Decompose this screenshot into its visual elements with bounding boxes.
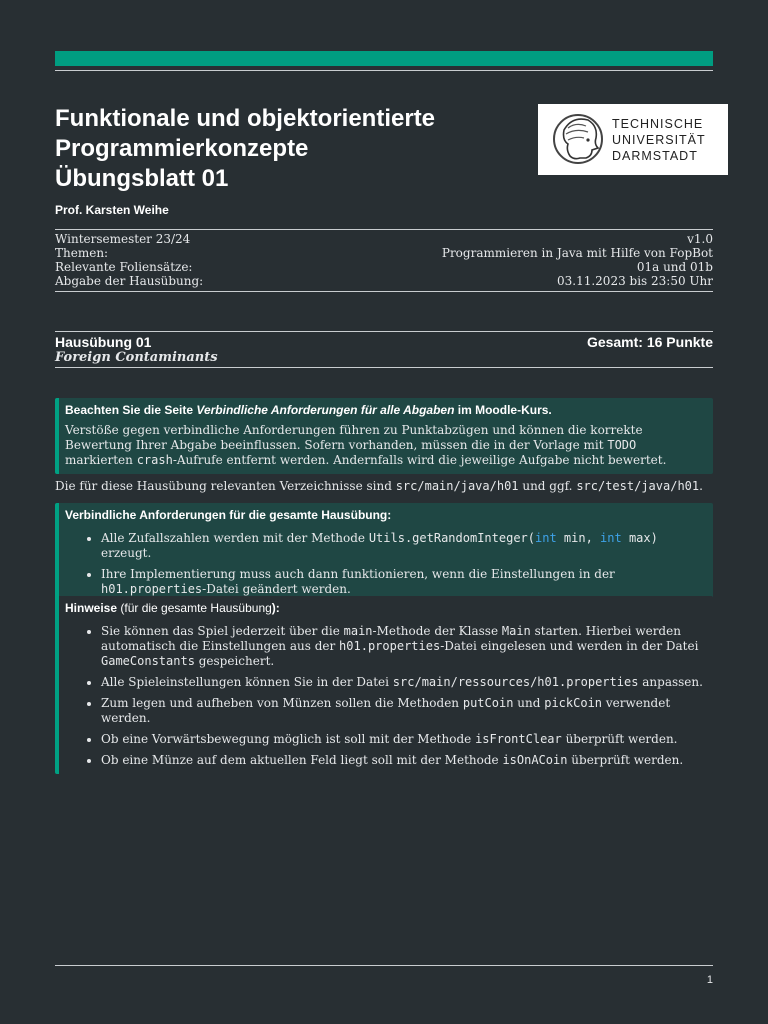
meta-row-topics <box>55 246 713 260</box>
homework-title: Hausübung 01 <box>55 334 152 350</box>
hints-head-normal: (für die gesamte Hausübung <box>117 601 272 615</box>
code-keyword: int <box>600 531 622 545</box>
header-rule <box>55 70 713 71</box>
notice-box <box>55 398 713 474</box>
logo-line-3: DARMSTADT <box>612 149 698 163</box>
notice-text: markierten <box>65 453 137 467</box>
athena-head-icon <box>552 110 606 168</box>
code-class-main: Main <box>501 624 531 638</box>
meta-value: Programmieren in Java mit Hilfe von FopBot <box>441 246 713 260</box>
university-logo <box>538 104 728 175</box>
author: Prof. Karsten Weihe <box>55 203 169 217</box>
list-item <box>101 675 703 690</box>
code-keyword: int <box>535 531 557 545</box>
code-todo: TODO <box>607 438 637 452</box>
code-properties-file: h01.properties <box>101 582 203 596</box>
req-text: Ihre Implementierung muss auch dann funktionieren, wenn die Einstellungen in der <box>101 567 615 581</box>
hint-text: verwendet werden. <box>101 696 671 725</box>
page-number: 1 <box>706 974 713 986</box>
code-part: min, <box>556 531 601 545</box>
logo-text <box>612 116 706 164</box>
hints-head-bold: Hinweise <box>65 601 118 615</box>
meta-value: 03.11.2023 bis 23:50 Uhr <box>557 274 713 288</box>
page-title <box>55 104 525 194</box>
hint-text: anpassen. <box>638 675 703 689</box>
req-text: -Datei geändert werden. <box>202 582 351 596</box>
meta-value: v1.0 <box>687 232 713 246</box>
hints-box <box>55 596 713 774</box>
hint-text: Zum legen und aufheben von Münzen sollen die Methoden <box>101 696 463 710</box>
code-game-constants: GameConstants <box>101 654 195 668</box>
requirements-list <box>65 531 703 597</box>
meta-rule-bottom <box>55 291 713 292</box>
code-path-test: src/test/java/h01 <box>576 479 700 493</box>
notice-head-text: Beachten Sie die Seite <box>65 403 197 417</box>
hint-text: -Datei eingelesen und werden in der Datei <box>440 639 699 653</box>
list-item <box>101 732 703 747</box>
hint-text: Ob eine Vorwärtsbewegung möglich ist soll mit der Methode <box>101 732 476 746</box>
meta-label: Wintersemester 23/24 <box>55 232 191 246</box>
hint-text: und <box>513 696 545 710</box>
code-is-front-clear: isFrontClear <box>475 732 562 746</box>
list-item <box>101 567 703 597</box>
notice-text: -Aufrufe entfernt werden. Andernfalls wird die jeweilige Aufgabe nicht bewertet. <box>172 453 667 467</box>
logo-line-2: UNIVERSITÄT <box>612 133 706 147</box>
req-text: Alle Zufallszahlen werden mit der Methode <box>101 531 369 545</box>
dirs-text: und ggf. <box>518 479 577 493</box>
notice-head-text: im Moodle-Kurs. <box>454 403 552 417</box>
code-properties-path: src/main/ressources/h01.properties <box>392 675 639 689</box>
hint-text: Alle Spieleinstellungen können Sie in der Datei <box>101 675 393 689</box>
hint-text: überprüft werden. <box>561 732 678 746</box>
directories-paragraph <box>55 479 703 494</box>
hint-text: -Methode der Klasse <box>372 624 502 638</box>
notice-body <box>65 423 703 468</box>
hint-text: starten. Hierbei werden automatisch die Einstellungen aus der <box>101 624 681 653</box>
logo-line-1: TECHNISCHE <box>612 117 704 131</box>
title-line-1: Funktionale und objektorientierte <box>55 105 436 132</box>
meta-label: Abgabe der Hausübung: <box>55 274 204 288</box>
hints-head-end: ): <box>271 601 280 615</box>
homework-rule-top <box>55 331 713 332</box>
meta-value: 01a und 01b <box>636 260 713 274</box>
footer-rule <box>55 965 713 966</box>
homework-subtitle: Foreign Contaminants <box>55 350 218 365</box>
meta-row-deadline <box>55 274 713 288</box>
notice-text: Verstöße gegen verbindliche Anforderungen führen zu Punktabzügen und können die korrekte Bewertung Ihrer Abgabe beeinflussen. Sofern vorhanden, müssen die in der Vorlage mit <box>65 423 643 452</box>
list-item <box>101 624 703 669</box>
meta-row-semester <box>55 232 713 246</box>
code-part: max) <box>621 531 658 545</box>
title-line-3: Übungsblatt 01 <box>55 165 229 192</box>
homework-points: Gesamt: 16 Punkte <box>586 334 713 350</box>
code-pick-coin: pickCoin <box>544 696 603 710</box>
code-main: main <box>343 624 373 638</box>
code-method-signature <box>369 531 658 545</box>
hint-text: überprüft werden. <box>567 753 684 767</box>
requirements-heading: Verbindliche Anforderungen für die gesamte Hausübung: <box>65 508 392 522</box>
dirs-text: Die für diese Hausübung relevanten Verzeichnisse sind <box>55 479 396 493</box>
meta-rule-top <box>55 229 713 230</box>
code-part: Utils.getRandomInteger( <box>368 531 535 545</box>
hint-text: Ob eine Münze auf dem aktuellen Feld liegt soll mit der Methode <box>101 753 503 767</box>
dirs-text: . <box>699 479 703 493</box>
hint-text: gespeichert. <box>194 654 275 668</box>
header-accent-bar <box>55 51 713 66</box>
code-properties-file: h01.properties <box>339 639 441 653</box>
code-put-coin: putCoin <box>462 696 514 710</box>
notice-head-link-text: Verbindliche Anforderungen für alle Abgaben <box>196 403 455 417</box>
title-line-2: Programmierkonzepte <box>55 135 309 162</box>
hints-heading <box>65 601 703 616</box>
meta-row-slides <box>55 260 713 274</box>
list-item <box>101 696 703 726</box>
list-item <box>101 531 703 561</box>
meta-label: Themen: <box>55 246 109 260</box>
homework-rule-bottom <box>55 367 713 368</box>
meta-label: Relevante Foliensätze: <box>55 260 193 274</box>
req-text: erzeugt. <box>101 546 152 560</box>
hints-list <box>65 624 703 768</box>
list-item <box>101 753 703 768</box>
code-path-main: src/main/java/h01 <box>395 479 519 493</box>
code-is-on-a-coin: isOnACoin <box>502 753 568 767</box>
meta-table <box>55 232 713 288</box>
notice-heading <box>65 403 703 418</box>
code-crash: crash <box>136 453 173 467</box>
hint-text: Sie können das Spiel jederzeit über die <box>101 624 344 638</box>
requirements-box <box>55 503 713 603</box>
